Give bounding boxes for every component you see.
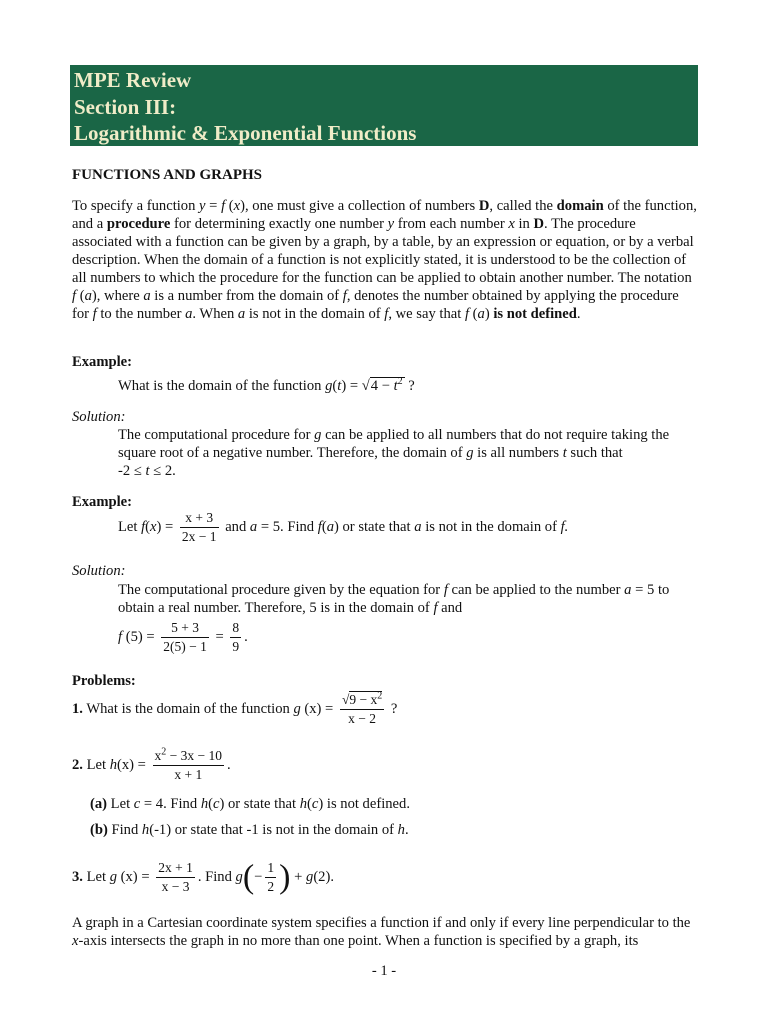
problem-2a: (a) Let c = 4. Find h(c) or state that h(c) is not defined. <box>90 796 410 812</box>
problem-2: 2. Let h(x) = $\frac{x^2 - 3x - 10}{x + 1}$ . <box>72 746 231 782</box>
example-2-question: Let f(x) = $\frac{x + 3}{2x - 1}$ and a = 5. Find f(a) or state that a is not in the domain of f. <box>118 510 569 544</box>
page-number: - 1 - <box>371 963 397 979</box>
fraction-problem-1: $\frac{√9 - x^2}{x - 2}$ <box>341 690 383 726</box>
solution-2-text: The computational procedure given by the equation for f can be applied to the number a = 5 to obtain a real number. Therefore, 5 is in the domain of f and <box>118 582 670 616</box>
problem-3: 3. Let g (x) = $\frac{2x + 1}{x - 3}$ . Find g(− $\frac{1}{2}$ ) + g(2). <box>72 858 334 896</box>
title-banner <box>70 65 698 146</box>
fraction-one-half: $\frac{1}{2}$ <box>267 860 275 894</box>
banner-line-1: MPE Review <box>74 68 192 92</box>
fraction-problem-3: $\frac{2x + 1}{x - 3}$ <box>158 860 193 894</box>
example-1-question: What is the domain of the function $g(t) = √4 - t^2$ ? <box>118 376 415 394</box>
intro-paragraph: To specify a function y = f (x), one must give a collection of numbers D, called the domain of the function, and a procedure for determining exactly one number y from each number x in D. The procedure associated with a function can be given by a graph, by a table, by an expression or equation, or by a verbal description. When the domain of a function is not explicitly stated, it is understood to be the collection of all numbers to which the procedure for the function can be applied to obtain another number. The notation f (a), where a is a number from the domain of f, denotes the number obtained by applying the procedure for f to the number a. When a is not in the domain of f, we say that f (a) is not defined. <box>72 198 697 322</box>
fraction-f-of-5: $\frac{5 + 3}{2(5) - 1}$ <box>163 620 207 654</box>
fraction-eight-ninths: $\frac{8}{9}$ <box>232 620 240 654</box>
section-heading: FUNCTIONS AND GRAPHS <box>72 167 263 183</box>
problem-1: 1. What is the domain of the function g (x) = $\frac{√9 - x^2}{x - 2}$ ? <box>72 690 398 726</box>
problem-2b: (b) Find h(-1) or state that -1 is not in the domain of h. <box>90 822 409 838</box>
solution-2-equation: f (5) = $\frac{5 + 3}{2(5) - 1}$ = $\frac{8}{9}$ . <box>118 620 248 654</box>
banner-line-3: Logarithmic & Exponential Functions <box>74 121 417 145</box>
example-1-label: Example: <box>72 354 132 370</box>
solution-2-label: Solution: <box>72 563 126 579</box>
closing-paragraph: A graph in a Cartesian coordinate system specifies a function if and only if every line perpendicular to the x-axis intersects the graph in no more than one point. When a function is specified by a graph, its <box>72 915 691 949</box>
problems-label: Problems: <box>72 673 136 689</box>
solution-1-label: Solution: <box>72 409 126 425</box>
radical-expression: $√4 - t^2$ <box>361 376 403 394</box>
fraction-f-of-x: $\frac{x + 3}{2x - 1}$ <box>181 510 217 544</box>
solution-1-text: The computational procedure for g can be applied to all numbers that do not require taking the square root of a negative number. Therefore, the domain of g is all numbers t such that -2 ≤ t ≤ 2. <box>118 427 670 479</box>
fraction-problem-2: $\frac{x^2 - 3x - 10}{x + 1}$ <box>154 746 223 782</box>
example-2-label: Example: <box>72 494 132 510</box>
banner-line-2: Section III: <box>74 94 177 119</box>
